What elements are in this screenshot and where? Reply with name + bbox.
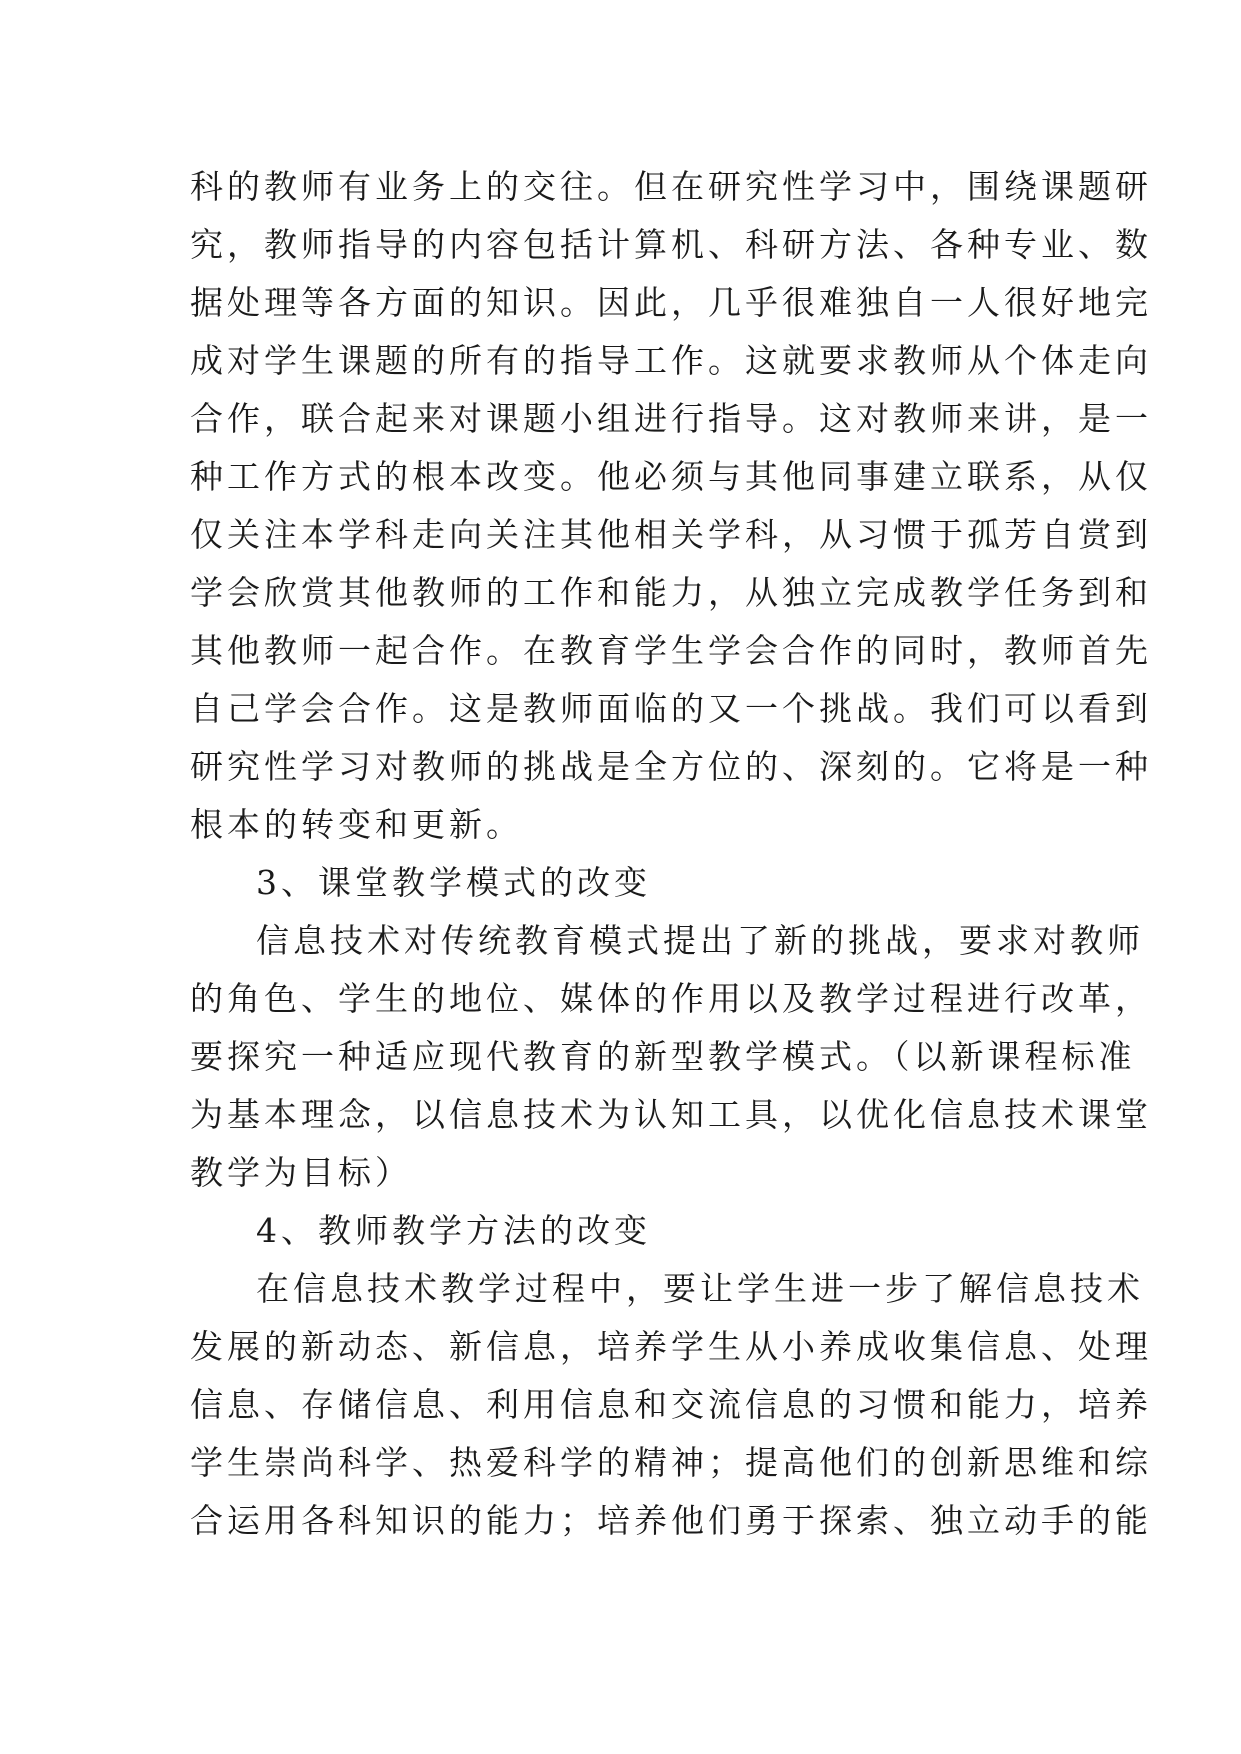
text-line: 发展的新动态、新信息，培养学生从小养成收集信息、处理 (190, 1327, 1152, 1366)
text-line: 合作，联合起来对课题小组进行指导。这对教师来讲，是一 (190, 399, 1152, 438)
text-line: 其他教师一起合作。在教育学生学会合作的同时，教师首先 (190, 631, 1152, 670)
text-line: 要探究一种适应现代教育的新型教学模式。（以新课程标准 (190, 1037, 1136, 1076)
text-line: 合运用各科知识的能力；培养他们勇于探索、独立动手的能 (190, 1501, 1152, 1540)
text-line: 信息、存储信息、利用信息和交流信息的习惯和能力，培养 (190, 1385, 1152, 1424)
text-line: 根本的转变和更新。 (190, 805, 523, 844)
text-line: 学生崇尚科学、热爱科学的精神；提高他们的创新思维和综 (190, 1443, 1152, 1482)
text-line: 的角色、学生的地位、媒体的作用以及教学过程进行改革， (190, 979, 1152, 1018)
text-line: 种工作方式的根本改变。他必须与其他同事建立联系，从仅 (190, 457, 1152, 496)
text-line: 在信息技术教学过程中，要让学生进一步了解信息技术 (256, 1269, 1144, 1308)
text-line: 究，教师指导的内容包括计算机、科研方法、各种专业、数 (190, 225, 1152, 264)
text-line: 成对学生课题的所有的指导工作。这就要求教师从个体走向 (190, 341, 1152, 380)
text-line: 自己学会合作。这是教师面临的又一个挑战。我们可以看到 (190, 689, 1152, 728)
text-line: 教学为目标） (190, 1153, 412, 1192)
text-line: 4、教师教学方法的改变 (256, 1211, 651, 1250)
text-line: 3、课堂教学模式的改变 (256, 863, 651, 902)
text-line: 学会欣赏其他教师的工作和能力，从独立完成教学任务到和 (190, 573, 1152, 612)
document-body (190, 158, 1152, 1550)
text-line: 研究性学习对教师的挑战是全方位的、深刻的。它将是一种 (190, 747, 1152, 786)
text-line: 信息技术对传统教育模式提出了新的挑战，要求对教师 (256, 921, 1144, 960)
text-line: 仅关注本学科走向关注其他相关学科，从习惯于孤芳自赏到 (190, 515, 1152, 554)
text-line: 为基本理念，以信息技术为认知工具，以优化信息技术课堂 (190, 1095, 1152, 1134)
text-line: 据处理等各方面的知识。因此，几乎很难独自一人很好地完 (190, 283, 1152, 322)
text-line: 科的教师有业务上的交往。但在研究性学习中，围绕课题研 (190, 167, 1152, 206)
